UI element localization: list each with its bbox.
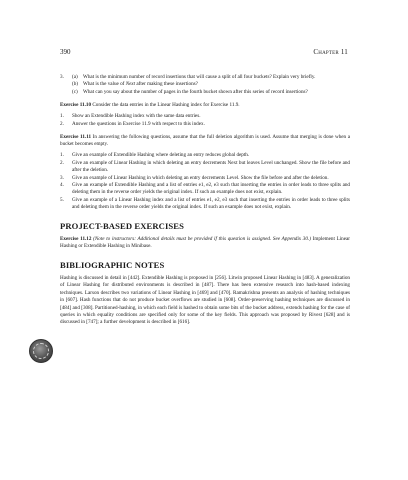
- section-heading-project: PROJECT-BASED EXERCISES: [60, 221, 185, 232]
- exercise-badge-icon: [29, 339, 53, 363]
- question-3b: (b) What is the value of Next after making these insertions?: [72, 81, 198, 88]
- list-item: 4. Give an example of Extendible Hashing and a list of entries e1, e2, e3 such that inserting the entries in order leads to three splits and deleting them in the reverse order yields the original index. If such an example does not exist, explain.: [60, 182, 350, 196]
- page-body: [60, 74, 350, 327]
- question-3c: (c) What can you say about the number of pages in the fourth bucket shown after this series of record insertions?: [72, 88, 308, 95]
- running-header: [60, 47, 348, 57]
- list-item: 2. Answer the questions in Exercise 11.9 with respect to this index.: [60, 120, 205, 127]
- bibliographic-notes-paragraph: Hashing is discussed in detail in [442]. Extendible Hashing is proposed in [256]. Litwin proposed Linear Hashing in [483]. A generalization of Linear Hashing for distributed environments is described in [487]. There has been extensive research into hash-based indexing techniques. Larson describes two variations of Linear Hashing in [469] and [470]. Ramakrishna presents an analysis of hashing techniques in [607]. Hash functions that do not produce bucket overflows are studied in [608]. Order-preserving hashing techniques are discussed in [484] and [308]. Partitioned-hashing, in which each field is hashed to obtain some bits of the bucket address, extends hashing for the case of queries in which equality conditions are specified only for some of the key fields. This approach was proposed by Rivest [628] and is discussed in [747]; a further development is described in [616].: [60, 274, 350, 326]
- section-heading-biblio: BIBLIOGRAPHIC NOTES: [60, 260, 165, 271]
- exercise-11-11: Exercise 11.11 In answering the following questions, assume that the full deletion algorithm is used. Assume that merging is done when a bucket becomes empty.: [60, 134, 350, 148]
- page-number: 390: [60, 48, 71, 56]
- list-item: 5. Give an example of a Linear Hashing index and a list of entries e1, e2, e3 such that inserting the entries in order leads to three splits and deleting them in the reverse order yields the original index. If such an example does not exist, explain.: [60, 196, 350, 211]
- list-item: 1. Show an Extendible Hashing index with the same data entries.: [60, 113, 201, 120]
- list-item: 1. Give an example of Extendible Hashing where deleting an entry reduces global depth.: [60, 152, 250, 159]
- exercise-11-10: Exercise 11.10 Consider the data entries in the Linear Hashing index for Exercise 11.9.: [60, 102, 240, 109]
- list-item: 2. Give an example of Linear Hashing in which deleting an entry decrements Next but leaves Level unchanged. Show the file before and after the deletion.: [60, 159, 350, 174]
- question-3: 3. (a) What is the minimum number of record insertions that will cause a split of all four buckets? Explain very briefly.: [60, 74, 350, 81]
- exercise-11-12: Exercise 11.12 (Note to instructors: Additional details must be provided if this question is assigned. See Appendix 30.) Implement Linear Hashing or Extendible Hashing in Minibase.: [60, 235, 350, 250]
- list-item: 3. Give an example of Linear Hashing in which deleting an entry decrements Level. Show the file before and after the deletion.: [60, 174, 329, 181]
- question-3a: (a) What is the minimum number of record insertions that will cause a split of all four buckets? Explain very briefly.: [72, 74, 316, 80]
- chapter-title: Chapter 11: [313, 48, 348, 56]
